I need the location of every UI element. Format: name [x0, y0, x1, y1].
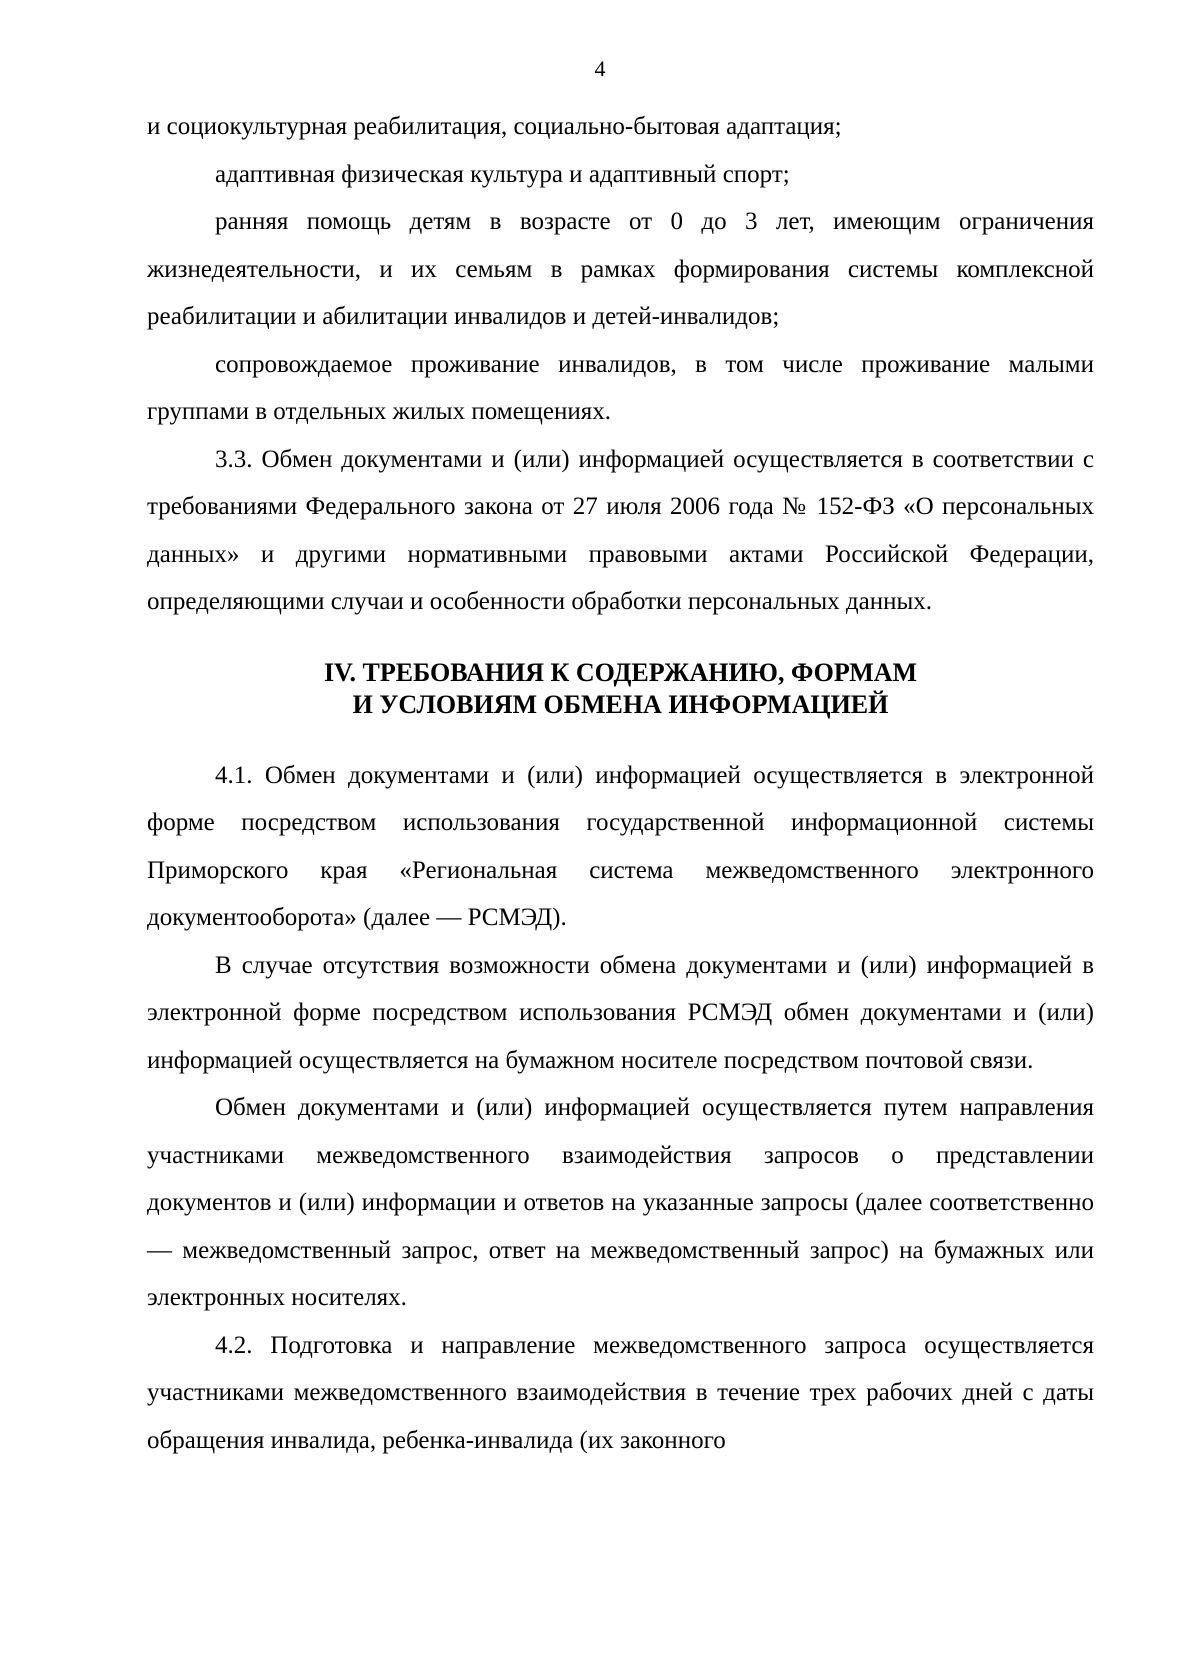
- paragraph-adaptive-sport: адаптивная физическая культура и адаптивный спорт;: [215, 160, 790, 188]
- section-heading: [147, 657, 1094, 721]
- paragraph-no-electronic-exchange: В случае отсутствия возможности обмена документами и (или) информацией в электронной форме посредством использования РСМЭД обмен документами и (или) информацией осуществляется на бумажном носителе посредством почтовой связи.: [147, 951, 1094, 1074]
- paragraph-exchange-method: Обмен документами и (или) информацией осуществляется путем направления участниками межведомственного взаимодействия запросов о представлении документов и (или) информации и ответов на указанные запросы (далее соответственно — межведомственный запрос, ответ на межведомственный запрос) на бумажных или электронных носителях.: [147, 1094, 1094, 1311]
- paragraph-early-help: ранняя помощь детям в возрасте от 0 до 3 лет, имеющим ограничения жизнедеятельности, и их семьям в рамках формирования системы комплексной реабилитации и абилитации инвалидов и детей-инвалидов;: [147, 208, 1094, 330]
- section-heading-line-2: И УСЛОВИЯМ ОБМЕНА ИНФОРМАЦИЕЙ: [352, 689, 889, 719]
- document-body: [147, 103, 1094, 1464]
- page-number: 4: [594, 56, 606, 81]
- paragraph-3-3: 3.3. Обмен документами и (или) информацией осуществляется в соответствии с требованиями Федерального закона от 27 июля 2006 года № 152-ФЗ «О персональных данных» и другими нормативными правовыми актами Российской Федерации, определяющими случаи и особенности обработки персональных данных.: [147, 445, 1094, 615]
- section-heading-line-1: IV. ТРЕБОВАНИЯ К СОДЕРЖАНИЮ, ФОРМАМ: [323, 657, 918, 687]
- paragraph-supported-living: сопровождаемое проживание инвалидов, в том числе проживание малыми группами в отдельных жилых помещениях.: [147, 350, 1094, 425]
- paragraph-4-1: 4.1. Обмен документами и (или) информацией осуществляется в электронной форме посредством использования государственной информационной системы Приморского края «Региональная система межведомственного электронного документооборота» (далее — РСМЭД).: [147, 761, 1094, 931]
- paragraph-continuation: и социокультурная реабилитация, социально-бытовая адаптация;: [147, 113, 842, 140]
- paragraph-4-2: 4.2. Подготовка и направление межведомственного запроса осуществляется участниками межведомственного взаимодействия в течение трех рабочих дней с даты обращения инвалида, ребенка-инвалида (их законного: [147, 1331, 1094, 1454]
